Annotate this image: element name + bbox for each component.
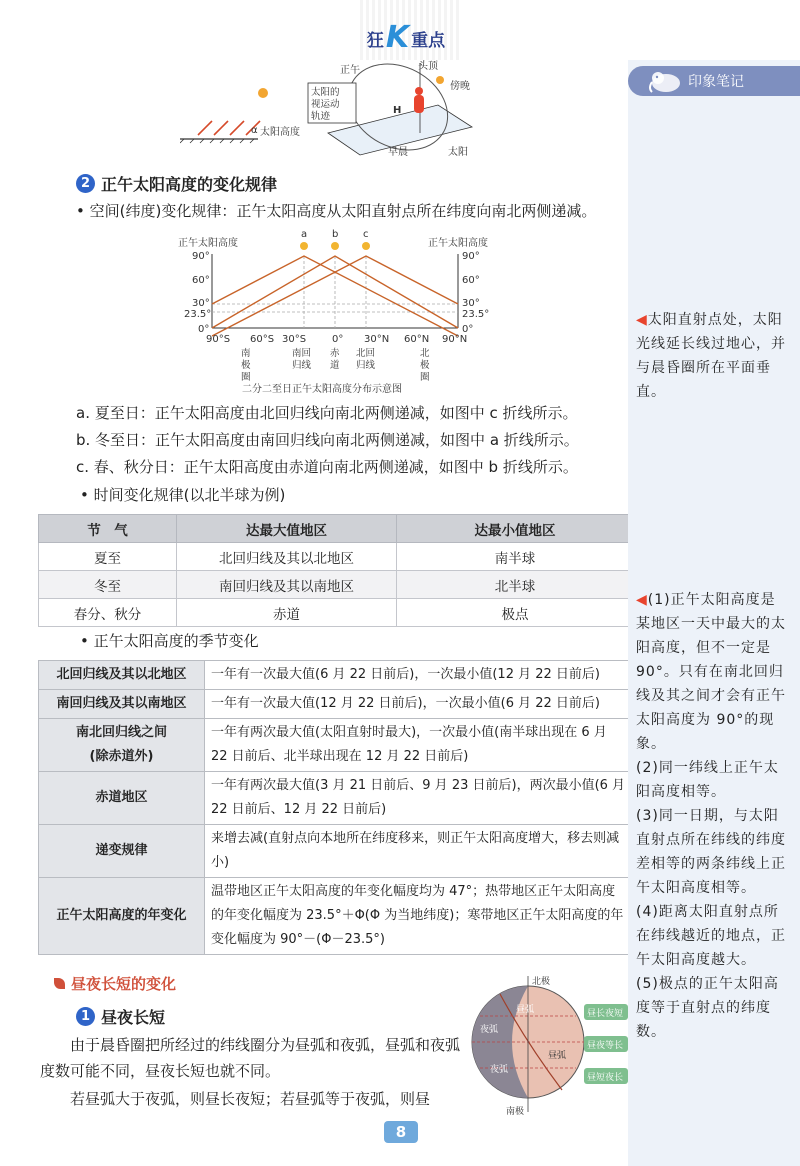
summer-solstice-line: a. 夏至日：正午太阳高度由北回归线向南北两侧递减，如图中 c 折线所示。 bbox=[76, 404, 578, 422]
section-number-badge: 2 bbox=[76, 174, 95, 193]
sidebar-header bbox=[628, 66, 800, 96]
header-text-pre: 狂 bbox=[366, 30, 384, 51]
time-rule-text: • 时间变化规律(以北半球为例) bbox=[80, 486, 286, 504]
y-tick-label-right: 60° bbox=[462, 275, 480, 286]
space-rule-text: • 空间(纬度)变化规律：正午太阳高度从太阳直射点所在纬度向南北两侧递减。 bbox=[76, 202, 597, 220]
diagram-x-ticks bbox=[206, 334, 467, 345]
day-night-paragraph-2: 若昼弧大于夜弧，则昼长夜短；若昼弧等于夜弧，则昼 bbox=[70, 1090, 431, 1108]
diagram-ylabel-left: 正午太阳高度 bbox=[178, 238, 238, 249]
section-heading-noon-altitude bbox=[76, 172, 277, 195]
table-row bbox=[39, 690, 634, 719]
circle-label: 南 bbox=[241, 348, 251, 359]
circle-label: 赤 bbox=[330, 348, 340, 359]
morning-label: 早晨 bbox=[388, 147, 408, 158]
table-value-cell: 温带地区正午太阳高度的年变化幅度均为 47°；热带地区正午太阳高度的年变化幅度为 23.5°＋Φ(Φ 为当地纬度)；寒带地区正午太阳高度的年变化幅度为 90°－(Φ－23.5°) bbox=[205, 878, 634, 955]
path-label-3: 轨迹 bbox=[311, 111, 331, 122]
diagram-y-ticks bbox=[184, 251, 489, 335]
day-arc-label: 昼弧 bbox=[516, 1005, 535, 1015]
sidebar-note-2-item: (3)同一日期，与太阳直射点所在纬线的纬度差相等的两条纬线上正午太阳高度相等。 bbox=[636, 808, 786, 896]
globe-diagram bbox=[466, 972, 628, 1118]
sidebar-note-2-item: (4)距离太阳直射点所在纬线越近的地点，正午太阳高度越大。 bbox=[636, 904, 786, 968]
table-row bbox=[39, 571, 634, 599]
table-key-cell: 正午太阳高度的年变化 bbox=[39, 878, 205, 955]
table-cell: 南半球 bbox=[397, 543, 634, 571]
south-pole-label: 南极 bbox=[506, 1107, 525, 1117]
altitude-label: 太阳高度 bbox=[260, 127, 300, 138]
x-tick-label: 0° bbox=[332, 334, 344, 345]
diagram-circle-labels bbox=[241, 347, 430, 383]
equinox-line: c. 春、秋分日：正午太阳高度由赤道向南北两侧递减，如图中 b 折线所示。 bbox=[76, 458, 578, 476]
table-value-cell: 来增去减(直射点向本地所在纬度移来，则正午太阳高度增大，移去则减小) bbox=[205, 825, 634, 878]
page-header-title bbox=[346, 22, 466, 54]
table-key-cell: 北回归线及其以北地区 bbox=[39, 661, 205, 690]
header-text-post: 重点 bbox=[411, 30, 446, 51]
circle-label: 归线 bbox=[292, 360, 312, 371]
circle-label: 圈 bbox=[420, 372, 430, 383]
triangle-marker-icon: ◀ bbox=[636, 592, 648, 608]
table-row bbox=[39, 719, 634, 772]
diagram-caption: 二分二至日正午太阳高度分布示意图 bbox=[242, 384, 402, 395]
table-key-cell: 南回归线及其以南地区 bbox=[39, 690, 205, 719]
seasonal-variation-table bbox=[38, 660, 634, 955]
x-tick-label: 30°S bbox=[282, 334, 307, 345]
section-title: 正午太阳高度的变化规律 bbox=[101, 175, 278, 194]
leaf-icon bbox=[54, 978, 65, 989]
day-night-paragraph-1: 由于晨昏圈把所经过的纬线圈分为昼弧和夜弧，昼弧和夜弧度数可能不同，昼夜长短也就不同。 bbox=[40, 1036, 461, 1080]
table-row bbox=[39, 825, 634, 878]
table-value-cell: 一年有一次最大值(12 月 22 日前后)，一次最小值(6 月 22 日前后) bbox=[205, 690, 634, 719]
series-c-label: c bbox=[363, 229, 369, 240]
x-tick-label: 60°S bbox=[250, 334, 275, 345]
table-value-cell: 一年有一次最大值(6 月 22 日前后)，一次最小值(12 月 22 日前后) bbox=[205, 661, 634, 690]
sidebar-note-2-item: (1)正午太阳高度是某地区一天中最大的太阳高度，但不一定是 90°。只有在南北回归线及其之间才会有正午太阳高度为 90°的现象。 bbox=[636, 592, 786, 752]
table-row bbox=[39, 661, 634, 690]
subsection-title: 昼夜长短 bbox=[101, 1008, 166, 1027]
x-tick-label: 60°N bbox=[404, 334, 430, 345]
circle-label: 归线 bbox=[356, 360, 376, 371]
tag-short-day: 昼短夜长 bbox=[587, 1073, 624, 1083]
globe-tags bbox=[584, 1004, 628, 1084]
table-cell: 极点 bbox=[397, 599, 634, 627]
series-b-label: b bbox=[332, 229, 339, 240]
y-tick-label: 0° bbox=[198, 324, 210, 335]
sun-dot-icon bbox=[436, 76, 444, 84]
table-value-cell: 一年有两次最大值(太阳直射时最大)，一次最小值(南半球出现在 6 月 22 日前后、北半球出现在 12 月 22 日前后) bbox=[205, 719, 634, 772]
table-row bbox=[39, 599, 634, 627]
table-cell: 春分、秋分 bbox=[39, 599, 177, 627]
table-cell: 夏至 bbox=[39, 543, 177, 571]
x-tick-label: 30°N bbox=[364, 334, 390, 345]
table-cell: 南回归线及其以南地区 bbox=[177, 571, 397, 599]
sidebar-note-2-item: (5)极点的正午太阳高度等于直射点的纬度数。 bbox=[636, 976, 779, 1040]
diagram-series-labels bbox=[300, 229, 370, 250]
series-a-label: a bbox=[301, 229, 308, 240]
evening-label: 傍晚 bbox=[450, 81, 470, 92]
sun-dot-icon bbox=[258, 88, 268, 98]
day-arc-label-2: 昼弧 bbox=[548, 1051, 567, 1061]
circle-label: 北 bbox=[420, 348, 430, 359]
circle-label: 极 bbox=[241, 360, 251, 371]
circle-label: 极 bbox=[420, 360, 430, 371]
elephant-icon bbox=[646, 68, 686, 94]
y-tick-label-right: 30° bbox=[462, 298, 480, 309]
tag-equal: 昼夜等长 bbox=[587, 1041, 624, 1051]
y-tick-label: 90° bbox=[192, 251, 210, 262]
y-tick-label-right: 23.5° bbox=[462, 309, 490, 320]
h-label: H bbox=[393, 105, 402, 116]
x-tick-label: 90°N bbox=[442, 334, 468, 345]
season-rule-text: • 正午太阳高度的季节变化 bbox=[80, 632, 259, 650]
noon-label: 正午 bbox=[340, 65, 360, 76]
triangle-marker-icon: ◀ bbox=[636, 312, 648, 328]
table-key-cell: 南北回归线之间 (除赤道外) bbox=[39, 719, 205, 772]
sidebar-title: 印象笔记 bbox=[688, 74, 744, 90]
table-value-cell: 一年有两次最大值(3 月 21 日前后、9 月 23 日前后)，两次最小值(6 月 22 日前后、12 月 22 日前后) bbox=[205, 772, 634, 825]
subsection-number-badge: 1 bbox=[76, 1007, 95, 1026]
circle-label: 南回 bbox=[292, 348, 312, 359]
table-row bbox=[39, 543, 634, 571]
sidebar-note-1-text: 太阳直射点处，太阳光线延长线过地心，并与晨昏圈所在平面垂直。 bbox=[636, 312, 786, 400]
tag-long-day: 昼长夜短 bbox=[587, 1009, 624, 1019]
y-tick-label: 23.5° bbox=[184, 309, 212, 320]
table-header: 达最小值地区 bbox=[397, 515, 634, 543]
path-label-2: 视运动 bbox=[311, 99, 340, 110]
night-arc-label: 夜弧 bbox=[480, 1025, 499, 1035]
observer-figure bbox=[414, 95, 424, 113]
sidebar-note-2-item: (2)同一纬线上正午太阳高度相等。 bbox=[636, 760, 779, 800]
alpha-label: α bbox=[251, 125, 258, 136]
y-tick-label: 60° bbox=[192, 275, 210, 286]
table-cell: 赤道 bbox=[177, 599, 397, 627]
sidebar-note-2 bbox=[636, 588, 786, 1044]
zenith-label: 头顶 bbox=[418, 61, 438, 72]
north-pole-label: 北极 bbox=[532, 977, 551, 987]
y-tick-label: 30° bbox=[192, 298, 210, 309]
sun-label: 太阳 bbox=[448, 147, 468, 158]
circle-label: 圈 bbox=[241, 372, 251, 383]
header-k-logo: K bbox=[385, 20, 410, 55]
sun-path-figure bbox=[180, 55, 500, 165]
table-row bbox=[39, 772, 634, 825]
y-tick-label-right: 0° bbox=[462, 324, 474, 335]
table-cell: 冬至 bbox=[39, 571, 177, 599]
y-tick-label-right: 90° bbox=[462, 251, 480, 262]
table-key-cell: 赤道地区 bbox=[39, 772, 205, 825]
table-header: 达最大值地区 bbox=[177, 515, 397, 543]
path-label-1: 太阳的 bbox=[311, 87, 340, 98]
circle-label: 北回 bbox=[356, 348, 376, 359]
diagram-ylabel-right: 正午太阳高度 bbox=[428, 238, 488, 249]
circle-label: 道 bbox=[330, 360, 340, 371]
night-arc-label-2: 夜弧 bbox=[490, 1065, 509, 1075]
winter-solstice-line: b. 冬至日：正午太阳高度由南回归线向南北两侧递减，如图中 a 折线所示。 bbox=[76, 431, 579, 449]
section3-title: 昼夜长短的变化 bbox=[71, 975, 177, 993]
table-cell: 北回归线及其以北地区 bbox=[177, 543, 397, 571]
noon-altitude-diagram bbox=[170, 228, 510, 396]
table-header: 节 气 bbox=[39, 515, 177, 543]
subsection-heading bbox=[76, 1005, 165, 1028]
sidebar-note-1 bbox=[636, 308, 786, 404]
table-row bbox=[39, 878, 634, 955]
table-cell: 北半球 bbox=[397, 571, 634, 599]
x-tick-label: 90°S bbox=[206, 334, 231, 345]
page-number: 8 bbox=[384, 1121, 418, 1143]
solstice-table bbox=[38, 514, 634, 627]
table-key-cell: 递变规律 bbox=[39, 825, 205, 878]
section-heading-day-night bbox=[54, 973, 176, 994]
